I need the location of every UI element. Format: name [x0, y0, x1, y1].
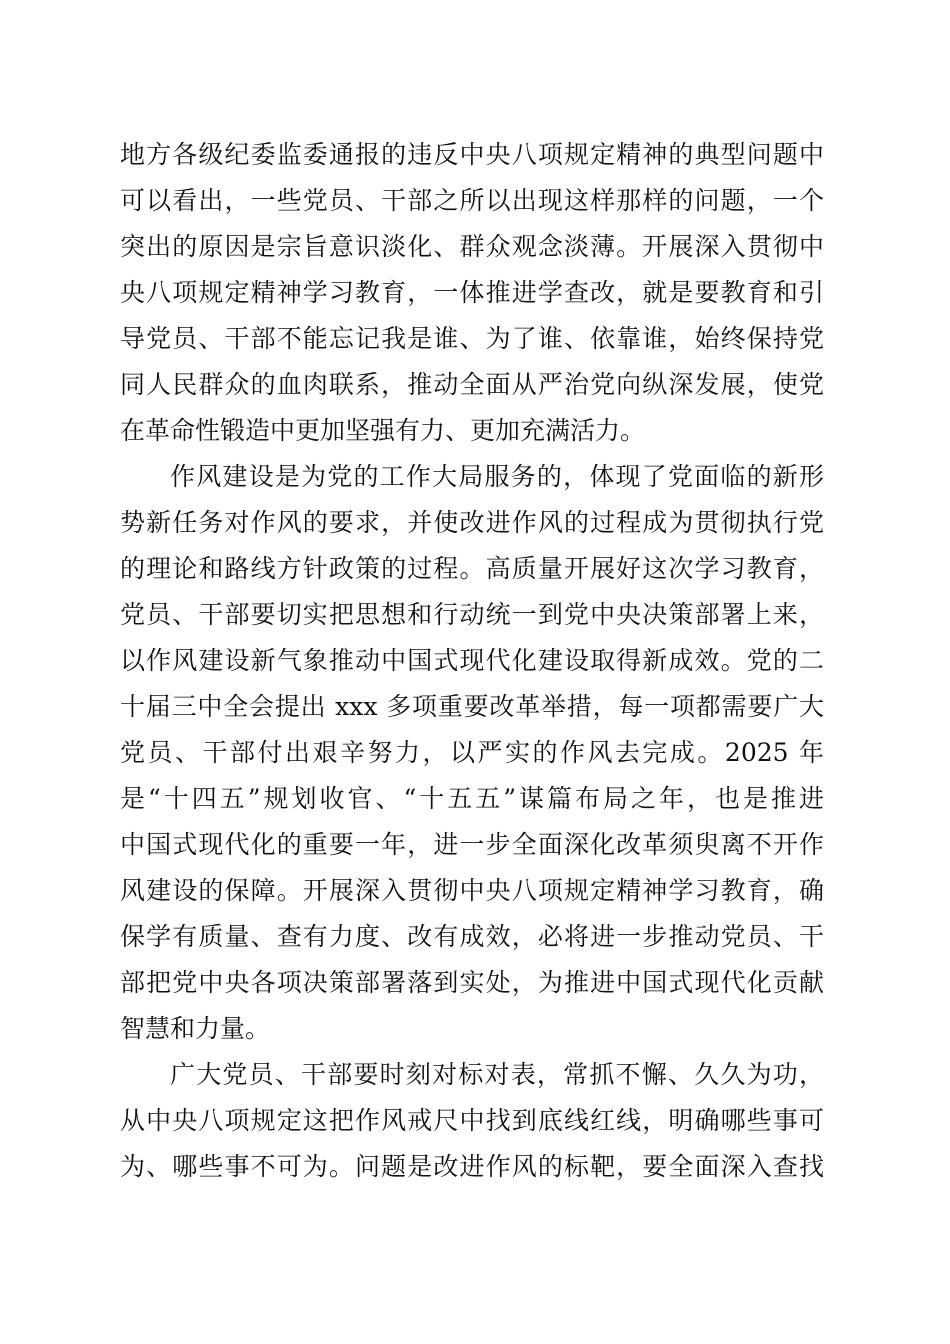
text-line: 为、哪些事不可为。问题是改进作风的标靶，要全面深入查找 [120, 1152, 824, 1181]
text-line: 中国式现代化的重要一年，进一步全面深化改革须臾离不开作 [120, 830, 824, 859]
text-line: 作风建设是为党的工作大局服务的，体现了党面临的新形 [170, 462, 824, 491]
text-line: 地方各级纪委监委通报的违反中央八项规定精神的典型问题中 [120, 140, 824, 169]
text-line: 保学有质量、查有力度、改有成效，必将进一步推动党员、干 [120, 922, 824, 951]
text-line: 以作风建设新气象推动中国式现代化建设取得新成效。党的二 [120, 646, 824, 675]
text-line: 央八项规定精神学习教育，一体推进学查改，就是要教育和引 [120, 278, 824, 307]
text-line: 势新任务对作风的要求，并使改进作风的过程成为贯彻执行党 [120, 508, 824, 537]
paragraph [120, 1052, 824, 1190]
text-line: 从中央八项规定这把作风戒尺中找到底线红线，明确哪些事可 [120, 1106, 824, 1135]
text-line: 风建设的保障。开展深入贯彻中央八项规定精神学习教育，确 [120, 876, 824, 905]
text-line: 部把党中央各项决策部署落到实处，为推进中国式现代化贡献 [120, 968, 824, 997]
text-line: 在革命性锻造中更加坚强有力、更加充满活力。 [120, 416, 646, 445]
text-line: 突出的原因是宗旨意识淡化、群众观念淡薄。开展深入贯彻中 [120, 232, 824, 261]
text-line: 党员、干部要切实把思想和行动统一到党中央决策部署上来， [120, 600, 824, 629]
text-line: 是“十四五”规划收官、“十五五”谋篇布局之年，也是推进 [120, 784, 824, 813]
text-line: 党员、干部付出艰辛努力，以严实的作风去完成。2025 年 [120, 738, 824, 767]
text-line: 十届三中全会提出 xxx 多项重要改革举措，每一项都需要广大 [120, 692, 824, 721]
text-line: 的理论和路线方针政策的过程。高质量开展好这次学习教育， [120, 554, 824, 583]
paragraph [120, 132, 824, 454]
paragraph [120, 454, 824, 1052]
text-line: 广大党员、干部要时刻对标对表，常抓不懈、久久为功， [170, 1060, 824, 1089]
text-line: 可以看出，一些党员、干部之所以出现这样那样的问题，一个 [120, 186, 824, 215]
text-line: 导党员、干部不能忘记我是谁、为了谁、依靠谁，始终保持党 [120, 324, 824, 353]
document-body [120, 132, 824, 1190]
text-line: 同人民群众的血肉联系，推动全面从严治党向纵深发展，使党 [120, 370, 824, 399]
text-line: 智慧和力量。 [120, 1014, 271, 1043]
